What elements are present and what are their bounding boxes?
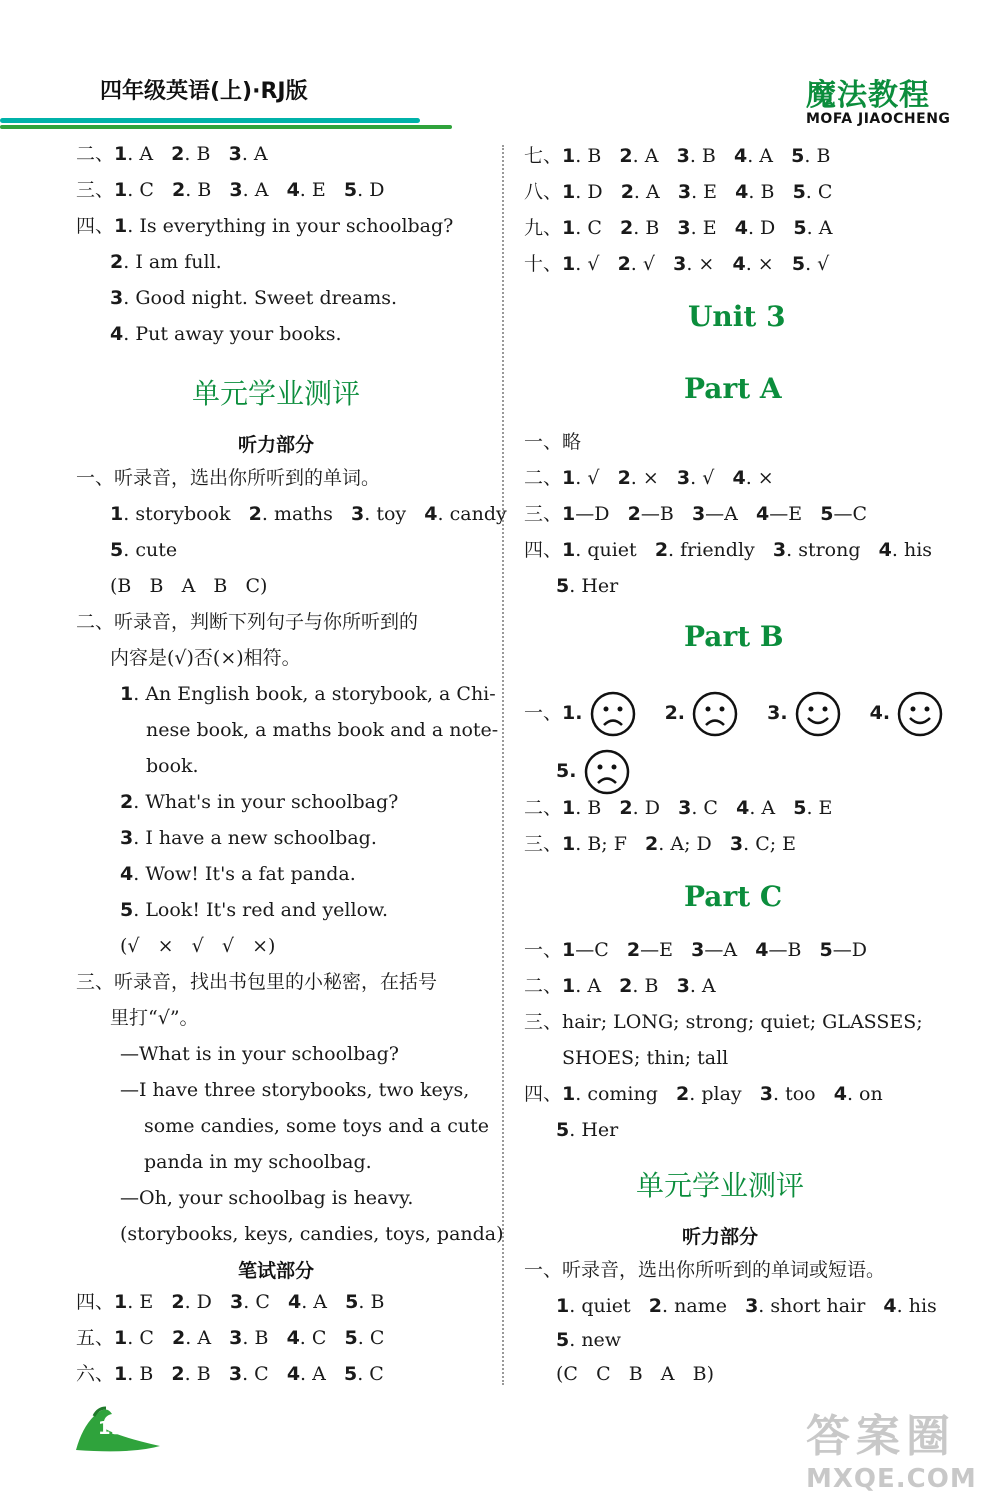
- answer-line: 2. I am full.: [110, 251, 222, 273]
- answer-line: —What is in your schoolbag?: [120, 1043, 399, 1065]
- answer-line: nese book, a maths book and a note-: [146, 719, 499, 741]
- sad-face-icon: [583, 748, 631, 796]
- part-heading: Part C: [684, 880, 783, 913]
- answer-line: 二、1. A 2. B 3. A: [76, 143, 268, 165]
- answer-line: 1. storybook 2. maths 3. toy 4. candy: [110, 503, 507, 525]
- answer-line: 1. An English book, a storybook, a Chi-: [120, 683, 496, 705]
- answer-line: 5. Look! It's red and yellow.: [120, 899, 389, 921]
- sad-face-icon: [589, 690, 637, 738]
- answer-line: (B B A B C): [110, 575, 268, 597]
- answer-line: 5. Her: [556, 1119, 619, 1141]
- answer-line: 4. Wow! It's a fat panda.: [120, 863, 356, 885]
- answer-line: 1. quiet 2. name 3. short hair 4. his: [556, 1295, 937, 1317]
- book-title: 四年级英语(上)·RJ版: [100, 79, 308, 104]
- answer-line: 七、1. B 2. A 3. B 4. A 5. B: [524, 145, 831, 167]
- answer-line: (storybooks, keys, candies, toys, panda): [120, 1223, 504, 1245]
- answer-line: 5. cute: [110, 539, 178, 561]
- answer-line: SHOES; thin; tall: [562, 1047, 729, 1069]
- section-heading: 单元学业测评: [192, 377, 361, 410]
- subsection-heading: 听力部分: [238, 434, 315, 456]
- answer-line: 三、1. C 2. B 3. A 4. E 5. D: [76, 179, 385, 201]
- question-line: 内容是(√)否(×)相符。: [110, 647, 301, 669]
- happy-face-icon: [794, 690, 842, 738]
- answer-line: 四、1. E 2. D 3. C 4. A 5. B: [76, 1291, 385, 1313]
- part-heading: Part A: [684, 372, 782, 405]
- subsection-heading: 笔试部分: [238, 1260, 315, 1282]
- answer-line: 三、hair; LONG; strong; quiet; GLASSES;: [524, 1011, 923, 1033]
- answer-line: 十、1. √ 2. √ 3. × 4. × 5. √: [524, 253, 830, 275]
- answer-line: 5. new: [556, 1329, 622, 1351]
- question-line: 里打“√”。: [110, 1007, 199, 1029]
- unit-heading: Unit 3: [688, 300, 786, 333]
- column-divider: [502, 145, 504, 1385]
- question-line: 三、听录音，找出书包里的小秘密，在括号: [76, 971, 438, 993]
- answer-line: —I have three storybooks, two keys,: [120, 1079, 470, 1101]
- answer-line: 八、1. D 2. A 3. E 4. B 5. C: [524, 181, 833, 203]
- header-divider: [0, 118, 452, 132]
- answer-line: 二、1. A 2. B 3. A: [524, 975, 716, 997]
- page-number: 198: [98, 1418, 136, 1439]
- faces-prefix: 一、: [524, 702, 563, 724]
- answer-line: (√ × √ √ ×): [120, 935, 276, 957]
- answer-line: 四、1. Is everything in your schoolbag?: [76, 215, 454, 237]
- answer-line: 五、1. C 2. A 3. B 4. C 5. C: [76, 1327, 385, 1349]
- answer-line: 2. What's in your schoolbag?: [120, 791, 399, 813]
- brand-logo: 魔法教程: [806, 78, 930, 113]
- answer-line: 三、1—D 2—B 3—A 4—E 5—C: [524, 503, 868, 525]
- answer-line: (C C B A B): [556, 1363, 715, 1385]
- answer-line: panda in my schoolbag.: [144, 1151, 372, 1173]
- watermark-title: 答案圈: [806, 1411, 956, 1462]
- answer-line: 4. Put away your books.: [110, 323, 342, 345]
- sad-face-icon: [691, 690, 739, 738]
- question-line: 一、听录音，选出你所听到的单词或短语。: [524, 1259, 886, 1281]
- answer-line: book.: [146, 755, 199, 777]
- face-number: 1.: [562, 702, 583, 724]
- face-number: 3.: [767, 702, 788, 724]
- answer-line: 二、1. √ 2. × 3. √ 4. ×: [524, 467, 774, 489]
- face-number: 5.: [556, 760, 577, 782]
- section-heading: 单元学业测评: [636, 1169, 805, 1202]
- face-number: 2.: [664, 702, 686, 724]
- answer-line: 一、1—C 2—E 3—A 4—B 5—D: [524, 939, 868, 961]
- face-number: 4.: [869, 702, 891, 724]
- answer-line: some candies, some toys and a cute: [144, 1115, 489, 1137]
- answer-line: 5. Her: [556, 575, 619, 597]
- answer-line: 3. I have a new schoolbag.: [120, 827, 377, 849]
- faces-row: [524, 690, 944, 738]
- brand-subtitle: MOFA JIAOCHENG: [806, 111, 951, 127]
- happy-face-icon: [896, 690, 944, 738]
- answer-line: 四、1. coming 2. play 3. too 4. on: [524, 1083, 883, 1105]
- answer-line: 一、略: [524, 431, 582, 453]
- answer-line: 3. Good night. Sweet dreams.: [110, 287, 398, 309]
- faces-row: [556, 748, 631, 796]
- subsection-heading: 听力部分: [682, 1226, 759, 1248]
- part-heading: Part B: [684, 620, 784, 653]
- watermark-url: MXQE.COM: [806, 1464, 977, 1494]
- answer-line: 三、1. B; F 2. A; D 3. C; E: [524, 833, 797, 855]
- question-line: 二、听录音，判断下列句子与你所听到的: [76, 611, 419, 633]
- answer-line: 六、1. B 2. B 3. C 4. A 5. C: [76, 1363, 384, 1385]
- watermark: [806, 1400, 992, 1494]
- question-line: 一、听录音，选出你所听到的单词。: [76, 467, 381, 489]
- answer-line: 九、1. C 2. B 3. E 4. D 5. A: [524, 217, 833, 239]
- answer-line: 二、1. B 2. D 3. C 4. A 5. E: [524, 797, 833, 819]
- answer-line: 四、1. quiet 2. friendly 3. strong 4. his: [524, 539, 933, 561]
- answer-line: —Oh, your schoolbag is heavy.: [120, 1187, 414, 1209]
